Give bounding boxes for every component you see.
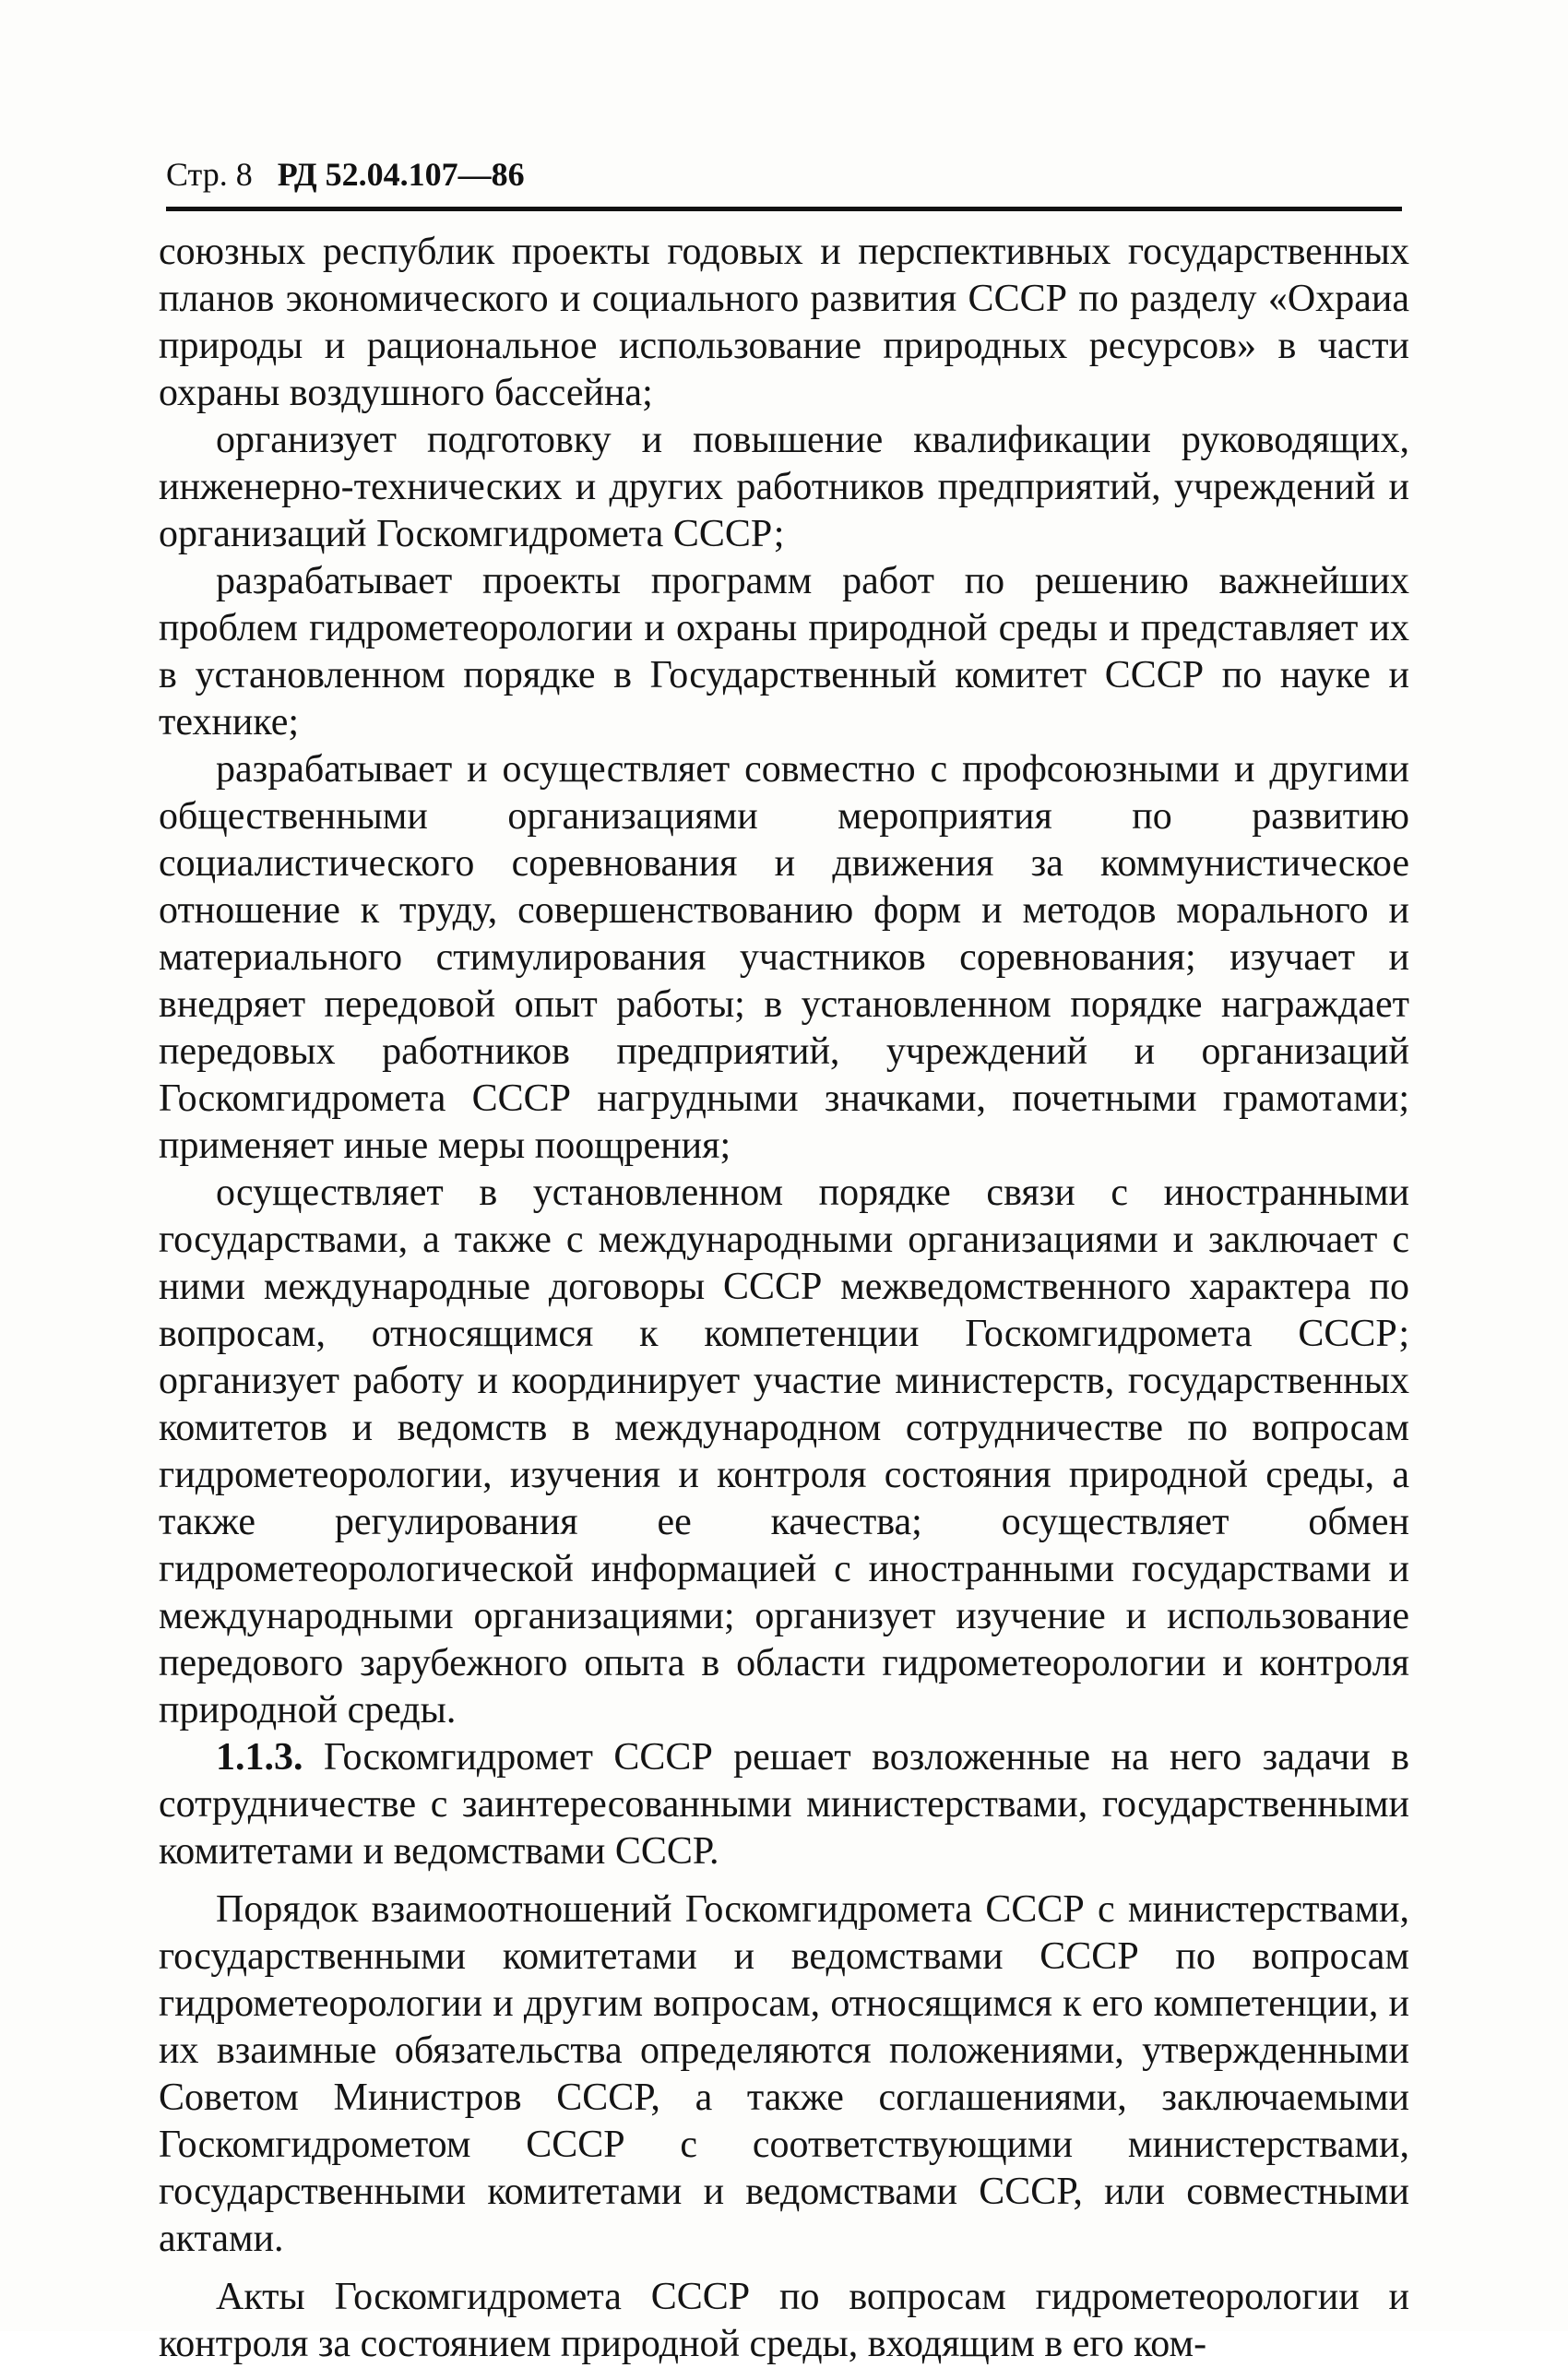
clause-text: Госкомгидромет СССР решает возложенные на него задачи в сотрудничестве с заинтересованными министерствами, государственными комитетами и ведомствами СССР.: [159, 1736, 1409, 1873]
page-header: [166, 155, 1402, 201]
paragraph-competition: разрабатывает и осуществляет совместно с профсоюзными и другими общественными организациями мероприятия по развитию социалистического соревнования и движения за коммунистическое отношение к труду, совершенствованию форм и методов морального и материального стимулирования участников соревнования; изучает и внедряет передовой опыт работы; в установленном порядке награждает передовых работников предприятий, учреждений и организаций Госкомгидромета СССР нагрудными значками, почетными грамотами; применяет иные меры поощрения;: [159, 748, 1409, 1167]
paragraph-training: организует подготовку и повышение квалификации руководящих, инженерно-технических и других работников предприятий, учреждений и организаций Госкомгидромета СССР;: [159, 419, 1409, 555]
document-body: [159, 229, 1409, 2368]
paragraph-continuation: союзных республик проекты годовых и перспективных государственных планов экономического и социального развития СССР по разделу «Охраиа природы и рациональное использование природных ресурсов» в части охраны воздушного бассейна;: [159, 231, 1409, 414]
document-code: РД 52.04.107—86: [277, 156, 525, 193]
paragraph-programs: разрабатывает проекты программ работ по решению важнейших проблем гидрометеорологии и охраны природной среды и представляет их в установленном порядке в Государственный комитет СССР по науке и технике;: [159, 560, 1409, 744]
paragraph-relations: Порядок взаимоотношений Госкомгидромета СССР с министерствами, государственными комитетами и ведомствами СССР по вопросам гидрометеорологии и другим вопросам, относящимся к его компетенции, и их взаимные обязательства определяются положениями, утвержденными Советом Министров СССР, а также соглашениями, заключаемыми Госкомгидрометом СССР с соответствующими министерствами, государственными комитетами и ведомствами СССР, или совместными актами.: [159, 1888, 1409, 2260]
paragraph-international: осуществляет в установленном порядке связи с иностранными государствами, а также с международными организациями и заключает с ними международные договоры СССР межведомственного характера по вопросам, относящимся к компетенции Госкомгидромета СССР; организует работу и координирует участие министерств, государственных комитетов и ведомств в международном сотрудничестве по вопросам гидрометеорологии, изучения и контроля состояния природной среды, а также регулирования ее качества; осуществляет обмен гидрометеорологической информацией с иностранными государствами и международными организациями; организует изучение и использование передового зарубежного опыта в области гидрометеорологии и контроля природной среды.: [159, 1172, 1409, 1731]
page-number: Стр. 8: [166, 156, 253, 193]
paragraph-acts: Акты Госкомгидромета СССР по вопросам гидрометеорологии и контроля за состоянием природной среды, входящим в его ком-: [159, 2276, 1409, 2365]
clause-1-1-3: [159, 1734, 1409, 1875]
header-rule: [166, 207, 1402, 211]
clause-number: 1.1.3.: [216, 1736, 303, 1779]
